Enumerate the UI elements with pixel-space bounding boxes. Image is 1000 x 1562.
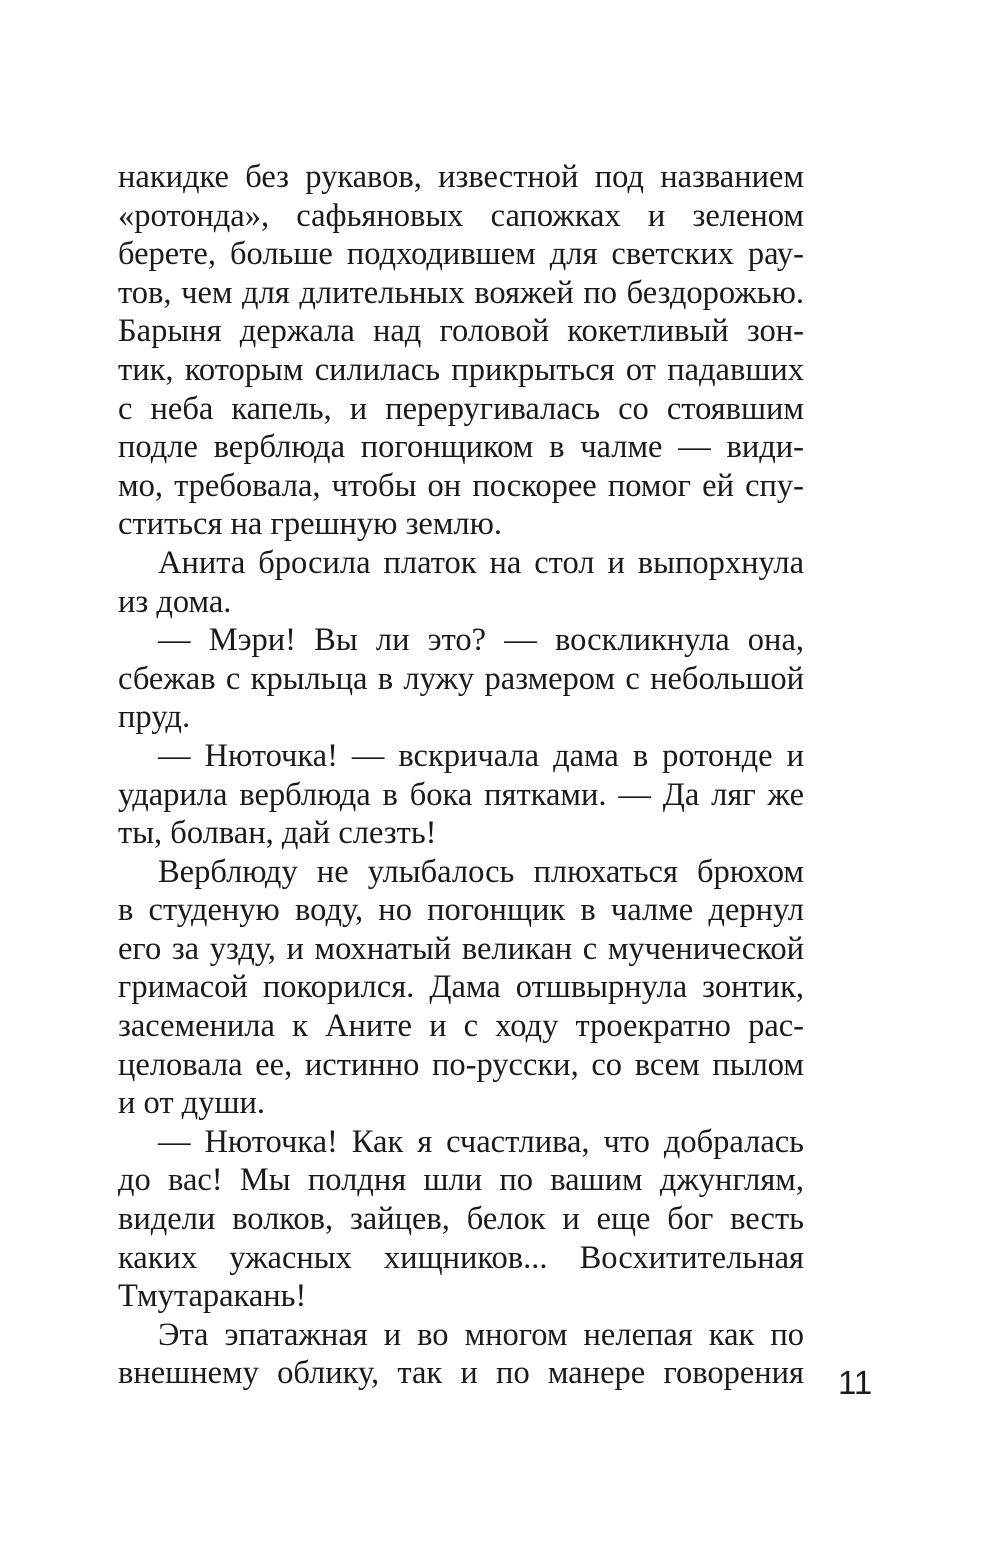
text-line: видели волков, зайцев, белок и еще бог весть	[118, 1201, 804, 1238]
text-line: ститься на грешную землю.	[118, 506, 503, 543]
text-line: Тмутаракань!	[118, 1278, 307, 1315]
text-line: подле верблюда погонщиком в чалме — види-	[118, 429, 804, 466]
text-line: Эта эпатажная и во многом нелепая как по	[158, 1316, 804, 1353]
text-line: его за узду, и мохнатый великан с мученической	[118, 930, 804, 967]
page-number: 11	[838, 1364, 873, 1401]
text-line: каких ужасных хищников... Восхитительная	[118, 1239, 804, 1276]
text-line: Барыня держала над головой кокетливый зон-	[118, 313, 804, 350]
text-line: ударила верблюда в бока пятками. — Да ляг же	[118, 776, 804, 813]
text-line: целовала ее, истинно по-русски, со всем пылом	[118, 1046, 804, 1083]
text-line: засеменила к Аните и с ходу троекратно рас-	[118, 1008, 804, 1045]
text-line: мо, требовала, чтобы он поскорее помог ей спу-	[118, 467, 804, 504]
text-line: с неба капель, и переругивалась со стоявшим	[118, 390, 804, 427]
text-line: накидке без рукавов, известной под названием	[118, 159, 804, 195]
text-line: в студеную воду, но погонщик в чалме дернул	[118, 892, 804, 929]
text-line: внешнему облику, так и по манере говорения	[118, 1355, 804, 1392]
text-line: тов, чем для длительных вояжей по бездорожью.	[118, 274, 804, 311]
text-line: — Нюточка! Как я счастлива, что добралась	[158, 1123, 804, 1160]
text-line: Верблюду не улыбалось плюхаться брюхом	[158, 853, 804, 890]
text-line: до вас! Мы полдня шли по вашим джунглям,	[118, 1162, 804, 1199]
text-line: ты, болван, дай слезть!	[118, 815, 437, 852]
text-line: «ротонда», сафьяновых сапожках и зеленом	[118, 197, 804, 234]
body-text	[118, 158, 804, 1393]
text-line: и от души.	[118, 1085, 265, 1122]
text-line: гримасой покорился. Дама отшвырнула зонтик,	[118, 969, 804, 1006]
text-line: тик, которым силилась прикрыться от падавших	[118, 351, 804, 388]
text-line: берете, больше подходившем для светских рау-	[118, 236, 804, 273]
text-line: — Мэри! Вы ли это? — воскликнула она,	[158, 622, 804, 659]
text-line: сбежав с крыльца в лужу размером с небольшой	[118, 660, 804, 697]
text-line: пруд.	[118, 699, 191, 736]
text-line: — Нюточка! — вскричала дама в ротонде и	[158, 737, 804, 774]
text-line: из дома.	[118, 583, 232, 620]
text-line: Анита бросила платок на стол и выпорхнула	[158, 544, 804, 581]
